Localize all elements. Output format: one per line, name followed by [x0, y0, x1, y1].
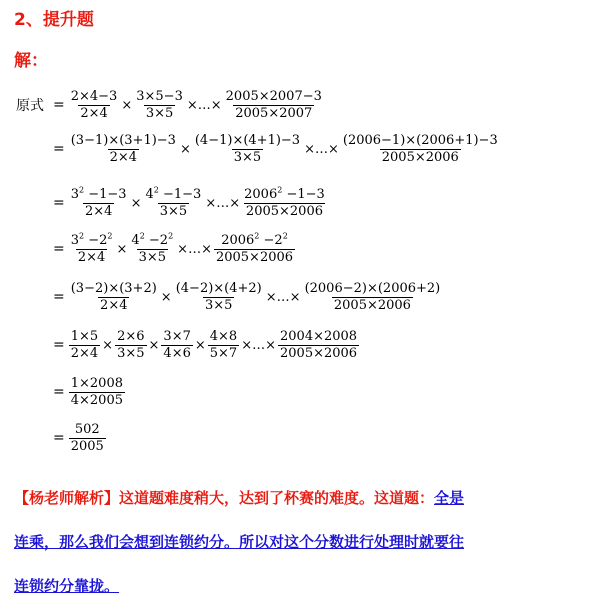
derivation-line	[16, 418, 107, 458]
operator: ×	[102, 337, 114, 353]
derivation-lhs: 原式	[16, 98, 44, 114]
fraction-denominator: 2005×2007	[235, 105, 313, 121]
operator: ×	[194, 337, 206, 353]
equals-sign: =	[53, 337, 65, 353]
commentary-text-blue-1: 全是	[434, 489, 465, 507]
fraction	[115, 329, 146, 362]
fraction-numerator: (4−2)×(4+2)	[175, 280, 262, 296]
operator: ×…×	[177, 241, 212, 257]
fraction-denominator: 4×2005	[70, 392, 123, 408]
fraction-denominator: 2×4	[109, 149, 138, 165]
fraction-denominator: 3×5	[205, 297, 233, 313]
fraction	[143, 187, 203, 220]
fraction	[69, 89, 120, 122]
fraction-numerator: 2×6	[117, 328, 145, 344]
section-heading: 2、提升题	[14, 10, 94, 30]
commentary-tag: 【杨老师解析】	[14, 489, 120, 507]
fraction-denominator: 4×6	[163, 345, 191, 361]
derivation-line	[16, 372, 126, 412]
fraction	[193, 133, 302, 166]
operator: ×	[116, 241, 128, 257]
fraction	[161, 329, 192, 362]
fraction-denominator: 2×4	[84, 203, 113, 219]
derivation-line	[16, 183, 328, 223]
fraction-numerator: 4×8	[209, 328, 238, 344]
fraction	[69, 376, 125, 409]
fraction	[69, 133, 178, 166]
fraction	[341, 133, 500, 166]
equals-sign: =	[53, 430, 65, 446]
operator: ×…×	[241, 337, 276, 353]
fraction-numerator: 2004×2008	[280, 328, 358, 344]
fraction-denominator: 3×5	[233, 149, 262, 165]
fraction-denominator: 3×5	[138, 249, 166, 265]
fraction-denominator: 2005×2006	[333, 297, 411, 313]
equals-sign: =	[53, 289, 65, 305]
equals-sign: =	[53, 384, 65, 400]
equals-sign: =	[53, 195, 65, 211]
fraction-numerator: $2006^2 -2^2$	[221, 231, 288, 248]
operator: ×	[121, 97, 133, 113]
fraction-numerator: (2006−2)×(2006+2)	[304, 280, 441, 296]
fraction-numerator: 3×7	[163, 328, 191, 344]
fraction	[69, 329, 100, 362]
fraction-numerator: (2006−1)×(2006+1)−3	[342, 132, 498, 148]
fraction-numerator: (4−1)×(4+1)−3	[194, 132, 301, 148]
fraction	[69, 422, 106, 455]
fraction	[278, 329, 359, 362]
solution-label: 解：	[14, 51, 48, 71]
fraction-numerator: 3×5−3	[136, 88, 183, 104]
fraction	[303, 281, 443, 314]
fraction	[174, 281, 264, 314]
derivation-line	[16, 85, 325, 125]
commentary-text-red: 这道题难度稍大，达到了杯赛的难度。这道题：	[119, 489, 435, 507]
fraction	[208, 329, 239, 362]
fraction	[134, 89, 185, 122]
fraction-denominator: 3×5	[159, 203, 188, 219]
fraction	[69, 281, 159, 314]
fraction-denominator: 2×4	[100, 297, 128, 313]
fraction-numerator: $3^2 -1-3$	[70, 185, 127, 202]
operator: ×…×	[186, 97, 222, 113]
fraction	[69, 233, 115, 266]
fraction	[242, 187, 327, 220]
fraction-numerator: 2×4−3	[70, 88, 118, 104]
fraction-denominator: 2×4	[70, 345, 99, 361]
commentary-text-blue-3: 连锁约分靠拢。	[14, 577, 120, 595]
equals-sign: =	[53, 97, 65, 113]
operator: ×…×	[304, 141, 339, 157]
fraction	[129, 233, 175, 266]
fraction-denominator: 2005×2006	[215, 249, 294, 265]
derivation-line	[16, 325, 360, 365]
fraction-numerator: $4^2 -2^2$	[131, 231, 174, 248]
equals-sign: =	[53, 141, 65, 157]
commentary-text-blue-2: 连乘，那么我们会想到连锁约分。所以对这个分数进行处理时就要往	[14, 533, 465, 551]
equals-sign: =	[53, 241, 65, 257]
fraction-denominator: 2005×2006	[381, 149, 459, 165]
fraction	[224, 89, 324, 122]
fraction	[214, 233, 295, 266]
fraction-denominator: 2×4	[80, 105, 108, 121]
fraction-numerator: 1×5	[70, 328, 99, 344]
derivation-line	[16, 277, 443, 317]
fraction-numerator: (3−2)×(3+2)	[70, 280, 157, 296]
fraction-denominator: 3×5	[117, 345, 145, 361]
fraction-numerator: 2005×2007−3	[225, 88, 322, 104]
fraction-denominator: 2005	[70, 438, 104, 454]
fraction-numerator: $3^2 -2^2$	[70, 231, 113, 248]
fraction	[69, 187, 129, 220]
operator: ×	[148, 337, 160, 353]
derivation-line	[16, 129, 501, 169]
fraction-denominator: 2×4	[77, 249, 106, 265]
fraction-denominator: 3×5	[145, 105, 174, 121]
operator: ×	[160, 289, 172, 305]
fraction-numerator: (3−1)×(3+1)−3	[70, 132, 176, 148]
commentary	[14, 476, 584, 608]
operator: ×	[130, 195, 142, 211]
operator: ×	[179, 141, 191, 157]
fraction-denominator: 2005×2006	[245, 203, 323, 219]
fraction-denominator: 5×7	[209, 345, 238, 361]
fraction-numerator: 1×2008	[70, 375, 123, 391]
operator: ×…×	[265, 289, 301, 305]
fraction-denominator: 2005×2006	[280, 345, 358, 361]
fraction-numerator: $2006^2 -1-3$	[244, 185, 325, 202]
operator: ×…×	[205, 195, 241, 211]
derivation-line	[16, 229, 296, 269]
fraction-numerator: $4^2 -1-3$	[145, 185, 202, 202]
fraction-numerator: 502	[74, 421, 100, 437]
